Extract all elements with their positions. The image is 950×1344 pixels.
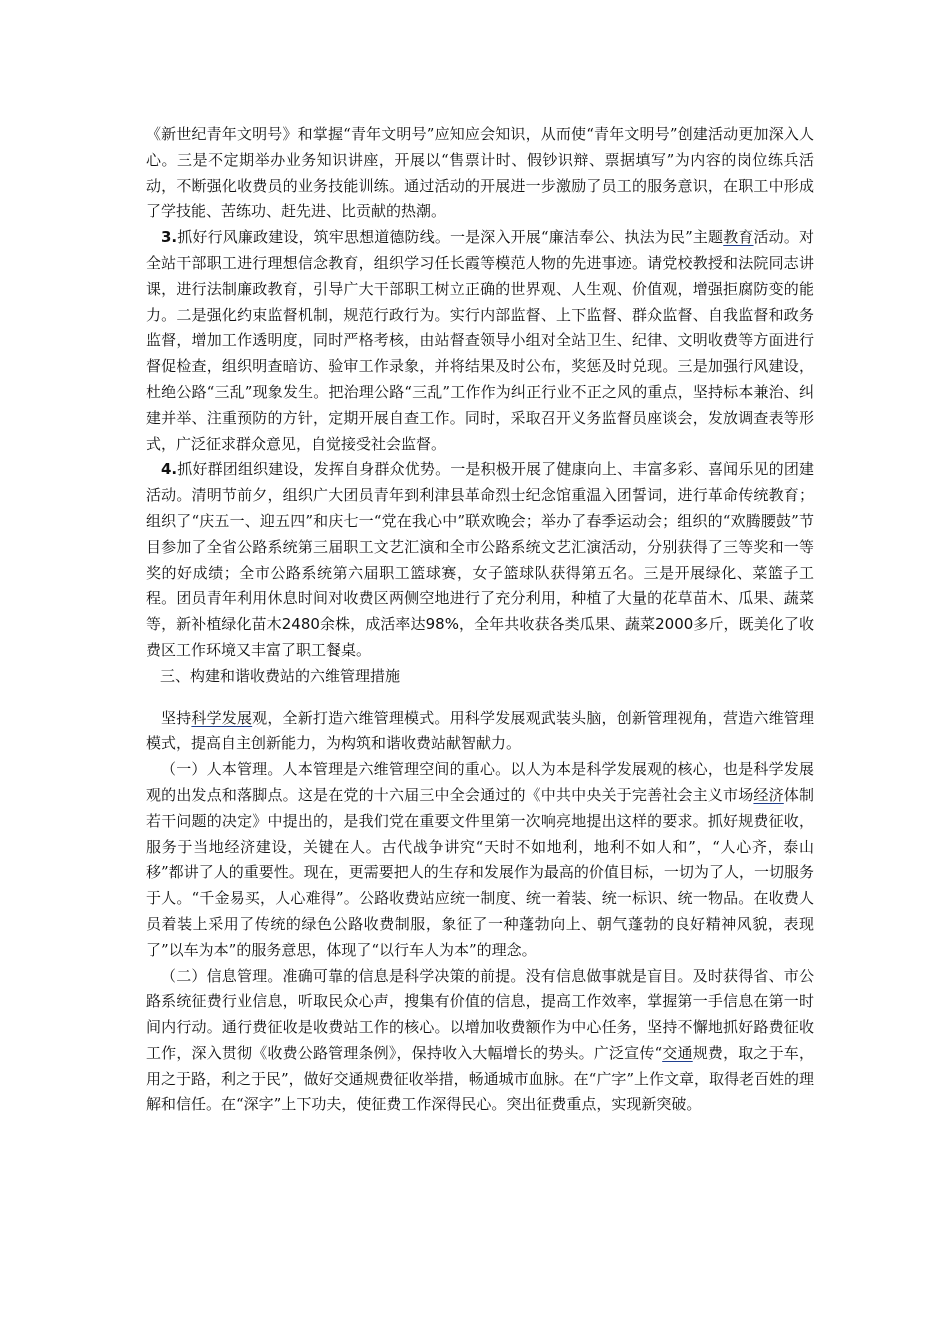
paragraph-text: 体制若干问题的决定》中提出的，是我们党在重要文件里第一次响亮地提出这样的要求。抓好规费征收，服务于当地经济建设，关键在人。古代战争讲究“天时不如地利，地利不如人和”，“人心齐，泰山移”都讲了人的重要性。现在，更需要把人的生存和发展作为最高的价值目标，一切为了人，一切服务于人。“千金易买，人心难得”。公路收费站应统一制度、统一着装、统一标识、统一物品。在收费人员着装上采用了传统的绿色公路收费制服，象征了一种蓬勃向上、朝气蓬勃的良好精神风貌，表现了”以车为本”的服务意思，体现了“以行车人为本”的理念。 (146, 785, 814, 959)
section-heading: 三、构建和谐收费站的六维管理措施 (160, 666, 401, 685)
number-2000: 2000 (655, 615, 694, 634)
item-number: 4. (161, 460, 178, 479)
paragraph-text: 抓好行风廉政建设，筑牢思想道德防线。一是深入开展“廉洁奉公、执法为民”主题 (177, 228, 724, 247)
number-2480: 2480 (281, 615, 320, 634)
paragraph-youth-civilization (146, 122, 814, 225)
paragraph-text: ，全年共收获各类瓜果、蔬菜 (458, 615, 656, 634)
paragraph-text: 活动。对全站干部职工进行理想信念教育，组织学习任长霞等模范人物的先进事迹。请党校教授和法院同志讲课，进行法制廉政教育，引导广大干部职工树立正确的世界观、人生观、价值观，增强拒腐防变的能力。二是强化约束监督机制，规范行政行为。实行内部监督、上下监督、群众监督、自我监督和政务监督，增加工作透明度，同时严格考核，由站督查领导小组对全站卫生、纪律、文明收费等方面进行督促检查，组织明查暗访、验审工作录象，并将结果及时公布，奖惩及时兑现。三是加强行风建设，杜绝公路“三乱”现象发生。把治理公路“三乱”工作作为纠正行业不正之风的重点，坚持标本兼治、纠建并举、注重预防的方针，定期开展自查工作。同时，采取召开义务监督员座谈会，发放调查表等形式，广泛征求群众意见，自觉接受社会监督。 (146, 228, 814, 453)
link-transportation[interactable]: 交通 (662, 1043, 693, 1062)
paragraph-information-management (146, 964, 814, 1119)
paragraph-text: （一）人本管理。人本管理是六维管理空间的重心。以人为本是科学发展观的核心，也是科学发展观的出发点和落脚点。这是在党的十六届三中全会通过的《中共中央关于完善社会主义市场 (146, 760, 814, 804)
paragraph-text: （二）信息管理。准确可靠的信息是科学决策的前提。没有信息做事就是盲目。及时获得省、市公路系统征费行业信息，听取民众心声，搜集有价值的信息，提高工作效率，掌握第一手信息在第一时间内行动。通行费征收是收费站工作的核心。以增加收费额作为中心任务，坚持不懈地抓好路费征收工作，深入贯彻《收费公路管理条例》，保持收入大幅增长的势头。广泛宣传“ (146, 966, 814, 1062)
link-education[interactable]: 教育 (723, 228, 754, 247)
paragraph-scientific-development (146, 706, 814, 758)
paragraph-text: 抓好群团组织建设，发挥自身群众优势。一是积极开展了健康向上、丰富多彩、喜闻乐见的团建活动。清明节前夕，组织广大团员青年到利津县革命烈士纪念馆重温入团誓词，进行革命传统教育；组织了“庆五一、迎五四”和庆七一“党在我心中”联欢晚会；举办了春季运动会；组织的“欢腾腰鼓”节目参加了全省公路系统第三届职工文艺汇演和全市公路系统文艺汇演活动，分别获得了三等奖和一等奖的好成绩；全市公路系统第六届职工篮球赛，女子篮球队获得第五名。三是开展绿化、菜篮子工程。团员青年利用休息时间对收费区两侧空地进行了充分利用，种植了大量的花草苗木、瓜果、蔬菜等，新补植绿化苗木 (146, 460, 814, 634)
item-number: 3. (161, 228, 178, 247)
number-98-percent: 98% (425, 615, 459, 634)
document-body (146, 122, 814, 1118)
link-economy[interactable]: 经济 (753, 785, 784, 804)
paragraph-text: 规费，取之于车，用之于路，利之于民”，做好交通规费征收举措，畅通城市血脉。在“广字”上作文章，取得老百姓的理解和信任。在“深字”上下功夫，使征费工作深得民心。突出征费重点，实现新突破。 (146, 1043, 815, 1114)
link-scientific-development[interactable]: 科学发展 (191, 708, 253, 727)
paragraph-mass-organization (146, 457, 814, 663)
paragraph-text: 《新世纪青年文明号》和掌握“青年文明号”应知应会知识，从而使“青年文明号”创建活动更加深入人心。三是不定期举办业务知识讲座，开展以“售票计时、假钞识辩、票据填写”为内容的岗位练兵活动，不断强化收费员的业务技能训练。通过活动的开展进一步激励了员工的服务意识，在职工中形成了学技能、苦练功、赶先进、比贡献的热潮。 (146, 125, 814, 221)
paragraph-text: 坚持 (161, 708, 192, 727)
paragraph-text: 余株，成活率达 (319, 615, 426, 634)
paragraph-integrity-building (146, 225, 814, 457)
paragraph-text: 观，全新打造六维管理模式。用科学发展观武装头脑，创新管理视角，营造六维管理模式，提高自主创新能力，为构筑和谐收费站献智献力。 (146, 708, 814, 753)
paragraph-people-management (146, 757, 814, 963)
paragraph-text: 多斤，既美化了收费区工作环境又丰富了职工餐桌。 (146, 615, 814, 659)
